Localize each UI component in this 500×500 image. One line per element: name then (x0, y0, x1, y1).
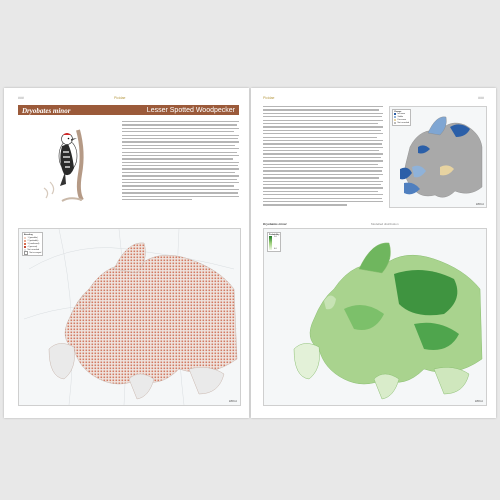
right-page-number: ### (478, 96, 484, 100)
legend-item: Stable (394, 116, 409, 119)
legend-item: 3 (confirmed) (24, 242, 41, 245)
species-account-text-continued (263, 106, 383, 218)
legend-item: Not surveyed (24, 251, 41, 254)
legend-item: Not recorded (24, 248, 41, 251)
legend-item: 1 (possible) (24, 236, 41, 239)
map-credit: EBBA2 (228, 400, 237, 403)
change-inset-map (389, 106, 487, 208)
legend-item: Not recorded (394, 121, 409, 124)
green-probability-map-graphic (264, 229, 486, 405)
probability-legend-title: Probability (269, 234, 280, 236)
map-legend (22, 232, 43, 256)
model-map-credit: EBBA2 (474, 400, 483, 403)
change-legend-title: Change (394, 111, 402, 113)
right-page (251, 88, 496, 418)
probability-gradient (269, 236, 272, 250)
model-caption-species: Dryobates minor (263, 222, 287, 226)
legend-item: Decrease (394, 119, 409, 122)
left-page (4, 88, 249, 418)
legend-item: 4 (present) (24, 245, 41, 248)
right-running-head: Picidae (263, 96, 275, 100)
species-title-bar (18, 105, 239, 115)
probability-low-label: 0.0 (274, 248, 277, 250)
species-scientific-name: Dryobates minor (22, 106, 71, 115)
woodpecker-illustration (22, 122, 102, 202)
left-running-head: Picidae (114, 96, 126, 100)
map-legend-title: Breeding (24, 234, 33, 236)
probability-high-label: 1.0 (274, 236, 277, 238)
europe-map-graphic (19, 229, 240, 405)
species-account-text (122, 121, 239, 207)
legend-item: Increase (394, 113, 409, 116)
left-page-number: ### (18, 96, 24, 100)
species-common-name: Lesser Spotted Woodpecker (146, 106, 235, 114)
probability-legend (267, 232, 281, 252)
model-caption-type: Modelled distribution (371, 222, 399, 226)
modelled-distribution-map (263, 228, 487, 406)
breeding-distribution-map (18, 228, 241, 406)
change-map-legend (392, 109, 411, 126)
inset-credit: EBBA2 (475, 203, 484, 206)
legend-item: 2 (probable) (24, 239, 41, 242)
